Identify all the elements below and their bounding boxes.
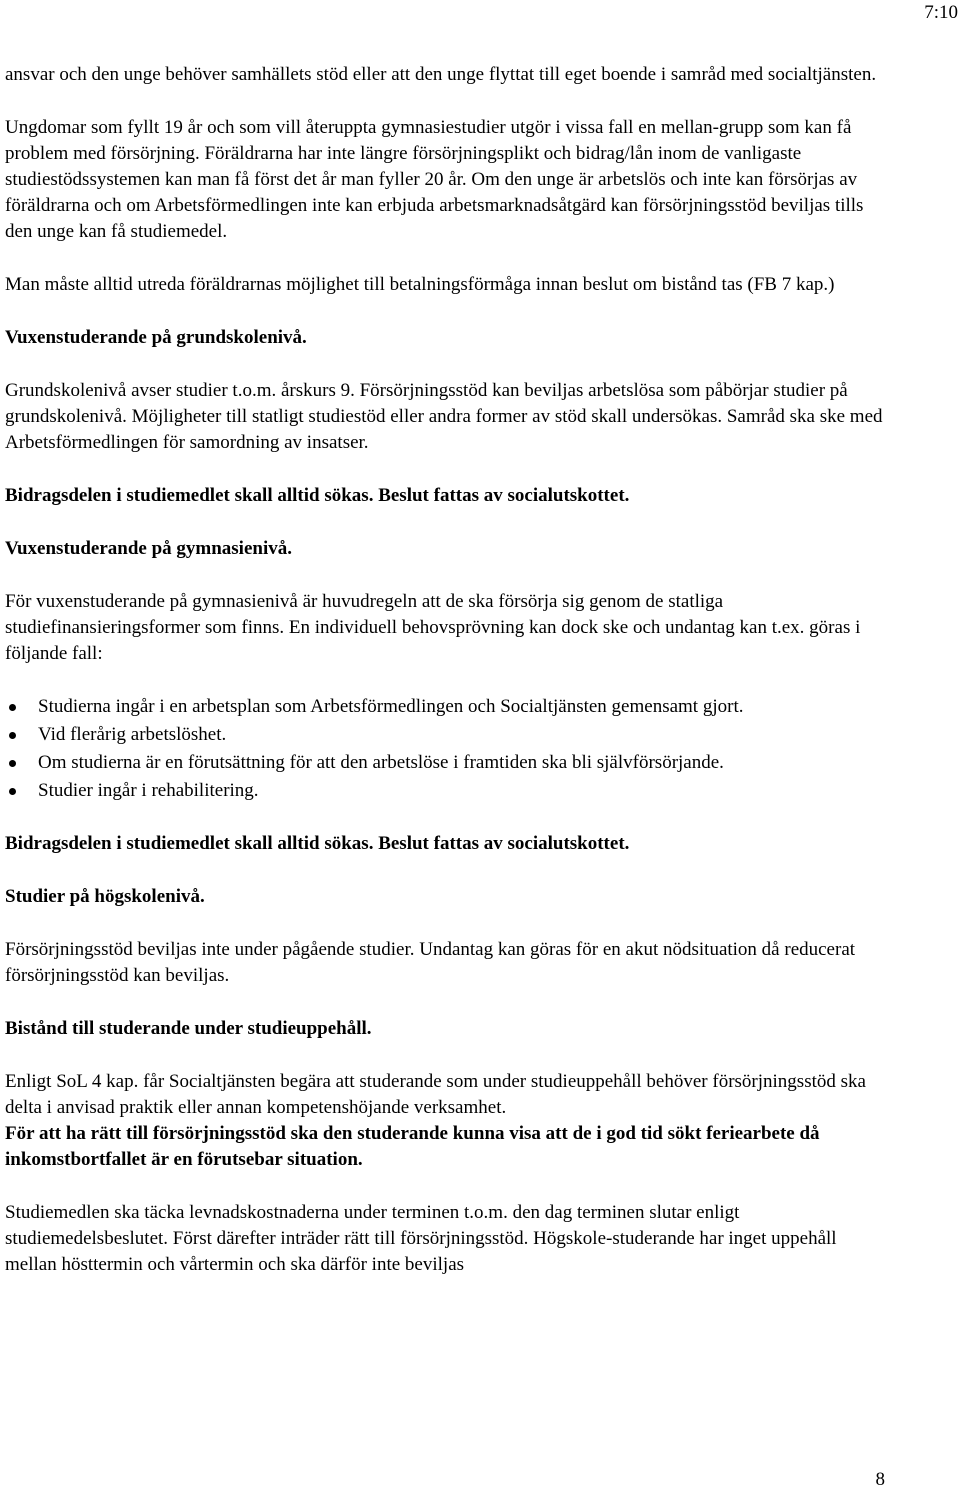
bullet-icon bbox=[9, 788, 16, 795]
list-item-text: Om studierna är en förutsättning för att den arbetslöse i framtiden ska bli självförsörjande. bbox=[38, 752, 724, 773]
secondary-education-paragraph: För vuxenstuderande på gymnasienivå är huvudregeln att de ska försörja sig genom de statliga studiefinansieringsformer som finns. En individuell behovsprövning kan dock ske och undantag kan t.ex. göras i följande fall: bbox=[5, 591, 861, 664]
list-item bbox=[5, 778, 890, 804]
study-break-paragraph: Enligt SoL 4 kap. får Socialtjänsten begära att studerande som under studieuppehåll behöver försörjningsstöd ska delta i anvisad praktik eller annan kompetenshöjande verksamhet. bbox=[5, 1071, 866, 1118]
list-item bbox=[5, 750, 890, 776]
list-item bbox=[5, 694, 890, 720]
heading-study-break: Bistånd till studerande under studieuppehåll. bbox=[5, 1018, 372, 1039]
bullet-icon bbox=[9, 704, 16, 711]
heading-primary-adult-education: Vuxenstuderande på grundskolenivå. bbox=[5, 327, 307, 348]
list-item bbox=[5, 722, 890, 748]
intro-continuation-paragraph: ansvar och den unge behöver samhällets stöd eller att den unge flyttat till eget boende i samråd med socialtjänsten. bbox=[5, 64, 877, 85]
document-body bbox=[5, 62, 890, 1305]
page-number: 8 bbox=[875, 1469, 885, 1490]
parents-paragraph: Man måste alltid utreda föräldrarnas möjlighet till betalningsförmåga innan beslut om bistånd tas (FB 7 kap.) bbox=[5, 274, 835, 295]
youth-paragraph: Ungdomar som fyllt 19 år och som vill återuppta gymnasiestudier utgör i vissa fall en mellan-grupp som kan få problem med försörjning. Föräldrarna har inte längre försörjningsplikt och bidrag/lån inom de vanligaste studiestödssystemen kan man få först det år man fyller 20 år. Om den unge är arbetslös och inte kan försörjas av föräldrarna och om Arbetsförmedlingen inte kan erbjuda arbetsmarknadsåtgärd kan försörjningsstöd beviljas tills den unge kan få studiemedel. bbox=[5, 117, 864, 242]
primary-education-paragraph: Grundskolenivå avser studier t.o.m. årskurs 9. Försörjningsstöd kan beviljas arbetslösa som påbörjar studier på grundskolenivå. Möjligheter till statligt studiestöd eller andra former av stöd skall undersökas. Samråd ska ske med Arbetsförmedlingen för samordning av insatser. bbox=[5, 380, 883, 453]
higher-education-paragraph: Försörjningsstöd beviljas inte under pågående studier. Undantag kan göras för en akut nödsituation då reducerat försörjningsstöd kan beviljas. bbox=[5, 939, 856, 986]
list-item-text: Studierna ingår i en arbetsplan som Arbetsförmedlingen och Socialtjänsten gemensamt gjort. bbox=[38, 696, 744, 717]
page-label-top: 7:10 bbox=[924, 2, 958, 23]
bullet-icon bbox=[9, 760, 16, 767]
heading-higher-education: Studier på högskolenivå. bbox=[5, 886, 205, 907]
secondary-education-note: Bidragsdelen i studiemedlet skall alltid sökas. Beslut fattas av socialutskottet. bbox=[5, 833, 630, 854]
bullet-icon bbox=[9, 732, 16, 739]
exception-list bbox=[5, 694, 890, 804]
list-item-text: Vid flerårig arbetslöshet. bbox=[38, 724, 227, 745]
list-item-text: Studier ingår i rehabilitering. bbox=[38, 780, 259, 801]
study-break-closing-paragraph: Studiemedlen ska täcka levnadskostnaderna under terminen t.o.m. den dag terminen slutar enligt studiemedelsbeslutet. Först därefter inträder rätt till försörjningsstöd. Högskole-studerande har inget uppehåll mellan hösttermin och vårtermin och ska därför inte beviljas bbox=[5, 1202, 837, 1275]
study-break-bold-paragraph: För att ha rätt till försörjningsstöd ska den studerande kunna visa att de i god tid sökt feriearbete då inkomstbortfallet är en förutsebar situation. bbox=[5, 1123, 820, 1170]
heading-secondary-adult-education: Vuxenstuderande på gymnasienivå. bbox=[5, 538, 292, 559]
primary-education-note: Bidragsdelen i studiemedlet skall alltid sökas. Beslut fattas av socialutskottet. bbox=[5, 485, 630, 506]
